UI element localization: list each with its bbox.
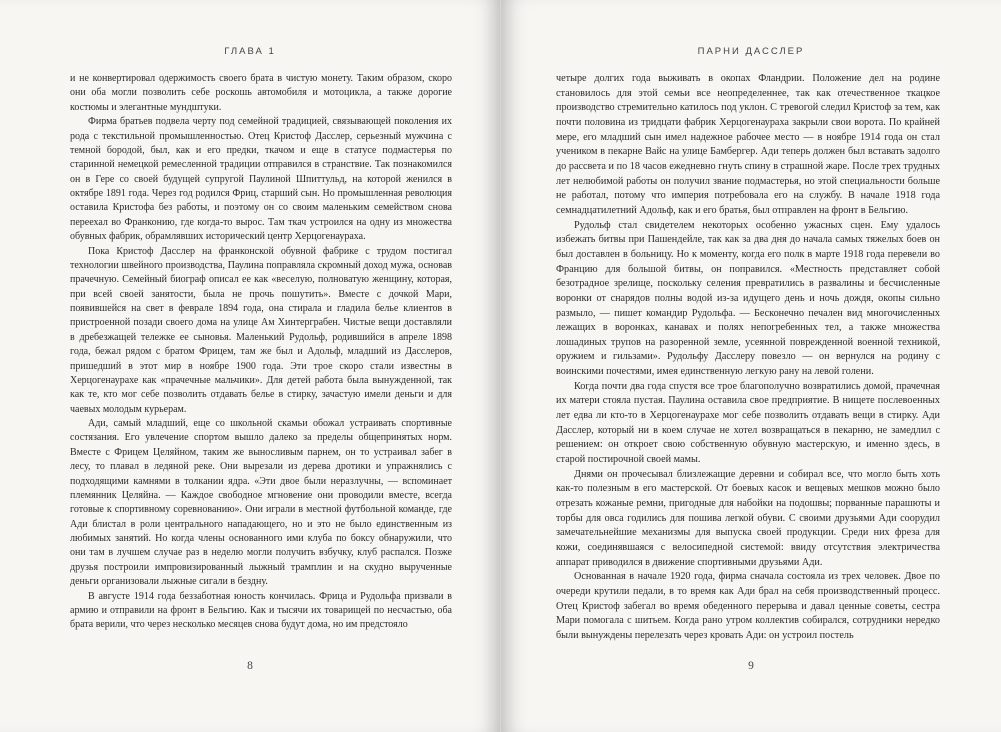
- left-page-text: [70, 72, 452, 633]
- page-number-left: 8: [247, 660, 253, 672]
- page-number-right: 9: [748, 660, 754, 672]
- paragraph: Ади, самый младший, еще со школьной скамьи обожал устраивать спортивные состязания. Его увлечение спортом вышло далеко за пределы общепринятых норм. Вместе с Фрицем Целяйном, таким же выносливым парнем, он то устраивал забег в лесу, то плавал в ледяной реке. Они вырезали из дерева дротики и упражнялись с подходящими камнями в толкании ядра. «Эти двое были неразлучны, — вспоминает племянник Целяйна. — Каждое свободное мгновение они проводили вместе, всегда готовые к спортивному соревнованию». Они играли в местной футбольной команде, где Ади блистал в роли центрального нападающего, но и это не было единственным из любимых занятий. Но когда члены основанного ими клуба по боксу обнаружили, что они там в лучшем случае раз в неделю могли получить взбучку, клуб распался. Позже друзья построили импровизированный лыжный трамплин и на скудно вырученные деньги организовали лыжные сигали в бездну.: [70, 418, 452, 588]
- running-head-left: ГЛАВА 1: [224, 46, 276, 57]
- paragraph: и не конвертировал одержимость своего брата в чистую монету. Таким образом, скоро они оба могли позволить себе роскошь автомобиля и мотоцикла, а также дорогие костюмы и элегантные мундштуки.: [70, 73, 452, 113]
- paragraph: Пока Кристоф Дасслер на франконской обувной фабрике с трудом постигал технологии швейного производства, Паулина поправляла скромный доход мужа, основав прачечную. Семейный биограф описал ее как «веселую, полноватую женщину, которая, при всей своей занятости, была не прочь пошутить». Вместе с дочкой Мари, появившейся на свет в феврале 1894 года, она стирала и гладила белье клиентов в пристроенной позади своего дома на улице Ам Хинтерграбен. Чистые вещи доставляли в дребезжащей тележке ее сыновья. Маленький Рудольф, родившийся в апреле 1898 года, бежал рядом с братом Фрицем, там же был и Адольф, младший из Дасслеров, пришедший в этот мир в ноябре 1900 года. Эти трое скоро стали известны в Херцогенаурахе как «прачечные мальчики». Для детей работа была вынужденной, так как те, кто мог себе позволить отдавать белье в стирку, зачастую имели деньги и для чаевых молодым курьерам.: [70, 245, 452, 415]
- paragraph: Днями он прочесывал близлежащие деревни и собирал все, что могло быть хоть как-то полезным в его мастерской. От боевых касок и вещевых мешков можно было отрезать кожаные ремни, пригодные для набойки на подошвы; порванные парашюты и торбы для овса годились для пошива легкой обуви. С своими друзьями Ади соорудил замечательнейшие механизмы для выпуска своей продукции. Среди них фреза для кожи, соединявшаяся с велосипедной системой: ввиду отсутствия электричества аппарат приводился в движение спортивными друзьями Ади.: [556, 468, 940, 568]
- left-page: [0, 0, 500, 732]
- right-page-text: [556, 72, 940, 644]
- paragraph: Рудольф стал свидетелем некоторых особенно ужасных сцен. Ему удалось избежать битвы при Пашендейле, так как за два дня до начала самых тяжелых боев он был доставлен в больницу. Но к моменту, когда его полк в марте 1918 года перевели во Францию для большой битвы, он поправился. «Местность представляет собой безотрадное зрелище, поскольку селения превратились в развалины и бесчисленные воронки от снарядов полны водой из-за идущего день и ночь дождя, окопы сильно размыло, — пишет командир Рудольфа. — Бесконечно печален вид многочисленных лежащих в воронках, канавах и полях непогребенных тел, а также множества лошадиных трупов на разоренной земле, усеянной поврежденной военной техникой, оружием и гильзами». Рудольфу Дасслеру повезло — он вернулся на родину с воинскими почестями, имея единственную легкую рану на левой голени.: [556, 219, 940, 378]
- paragraph: Основанная в начале 1920 года, фирма сначала состояла из трех человек. Двое по очереди крутили педали, в то время как Ади брал на себя производственный процесс. Отец Кристоф забегал во время обеденного перерыва и давал ценные советы, сестра Мари помогала с шитьем. Когда рано утром коллектив собирался, сотрудники нередко были вынуждены перелезать через кровать Ади: он устроил постель: [556, 571, 940, 641]
- paragraph: В августе 1914 года беззаботная юность кончилась. Фрица и Рудольфа призвали в армию и отправили на фронт в Бельгию. Как и тысячи их товарищей по несчастью, оба брата верили, что через несколько месяцев снова будут дома, но им предстояло: [70, 590, 452, 631]
- paragraph: четыре долгих года выживать в окопах Фландрии. Положение дел на родине становилось для этой семьи все неопределеннее, так как отечественное ткацкое производство стремительно катилось под уклон. С тревогой следил Кристоф за тем, как почти половина из тридцати фабрик Херцогенаураха закрыли свои ворота. По крайней мере, его младший сын имел надежное рабочее место — в ноябре 1914 года он стал учеником в пекарне Вайс на улице Бамбергер. Ади теперь должен был вставать задолго до рассвета и по 18 часов ежедневно гнуть спину в страшной жаре. После трех трудных лет нелюбимой работы он получил звание подмастерья, но этой специальности больше не работал, потому что империя потребовала его на службу. В начале 1918 года семнадцатилетний Адольф, как и его братья, был отправлен на фронт в Бельгию.: [556, 73, 940, 216]
- right-page: [501, 0, 1001, 732]
- paragraph: Когда почти два года спустя все трое благополучно возвратились домой, прачечная их матери стояла пустая. Паулина оставила свое предприятие. В нищете послевоенных лет едва ли кто-то в Херцогенаурахе мог себе позволить отдавать вещи в стирку. Ади Дасслер, который ни в коем случае не хотел возвращаться в пекарню, не замедлил с решением: он откроет свою собственную обувную мастерскую, и именно здесь, в старой постирочной своей мамы.: [556, 380, 940, 466]
- paragraph: Фирма братьев подвела черту под семейной традицией, связывающей поколения их рода с текстильной промышленностью. Отец Кристоф Дасслер, серьезный мужчина с темной бородой, был, как и его предки, ткачом и еще в статусе подмастерья по старинной немецкой ремесленной традиции отправился в странствие. Так познакомился он в Гере со своей будущей супругой Паулиной Шпиттульд, на которой женился в октябре 1891 года. Через год родился Фриц, старший сын. Но промышленная революция оставила Кристофа без работы, и поэтому он со своим маленьким семейством снова переехал во Франконию, где когда-то вырос. Там ткач устроился на одну из множества обувных фабрик, обрамлявших исторический центр Херцогенаураха.: [70, 116, 452, 243]
- running-head-right: ПАРНИ ДАССЛЕР: [697, 46, 805, 57]
